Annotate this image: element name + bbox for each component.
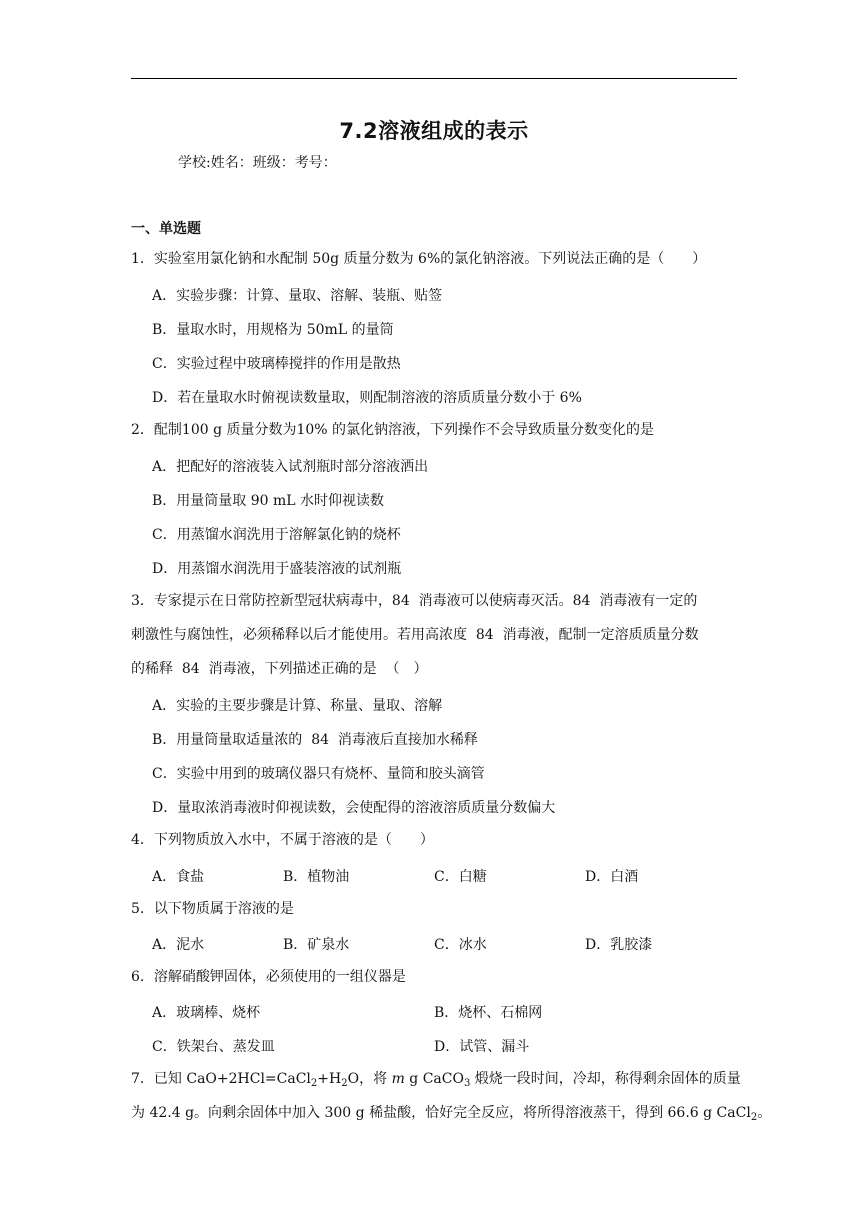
section-heading: 一、单选题	[131, 221, 201, 237]
q1-option-d: D．若在量取水时俯视读数量取，则配制溶液的溶质质量分数小于 6%	[152, 390, 582, 406]
q7-text-1: 7．已知 CaO+2HCl=CaCl	[131, 1071, 311, 1087]
q6-option-c: C．铁架台、蒸发皿	[152, 1039, 275, 1055]
q1-option-c: C．实验过程中玻璃棒搅拌的作用是散热	[152, 356, 401, 372]
q5-option-b: B．矿泉水	[283, 937, 350, 953]
q7-text-6: 为 42.4 g。向剩余固体中加入 300 g 稀盐酸，恰好完全反应，将所得溶液蒸干，得到 66.6 g CaCl	[131, 1105, 751, 1121]
q1-stem: 1．实验室用氯化钠和水配制 50g 质量分数为 6%的氯化钠溶液。下列说法正确的是（ ）	[131, 251, 707, 267]
q4-option-d: D．白酒	[585, 869, 639, 885]
q6-stem: 6．溶解硝酸钾固体，必须使用的一组仪器是	[131, 969, 406, 985]
q4-stem: 4．下列物质放入水中，不属于溶液的是（ ）	[131, 832, 434, 848]
exam-no-label: 考号：	[294, 155, 337, 171]
q3-option-c: C．实验中用到的玻璃仪器只有烧杯、量筒和胶头滴管	[152, 766, 485, 782]
q7-sub-3: 3	[463, 1078, 471, 1089]
q7-text-2: +H	[317, 1071, 342, 1087]
q6-option-d: D．试管、漏斗	[434, 1039, 530, 1055]
q3-option-a: A．实验的主要步骤是计算、称量、量取、溶解	[152, 698, 443, 714]
q3-option-b: B．用量筒量取适量浓的 84 消毒液后直接加水稀释	[152, 732, 478, 748]
q5-option-a: A．泥水	[152, 937, 205, 953]
q7-stem-line2	[131, 1096, 771, 1130]
q7-sub-4: 2	[750, 1112, 758, 1123]
q7-text-4: g CaCO	[404, 1071, 464, 1087]
q2-stem: 2．配制100 g 质量分数为10% 的氯化钠溶液，下列操作不会导致质量分数变化的是	[131, 422, 655, 438]
q5-option-d: D．乳胶漆	[585, 937, 653, 953]
q1-option-a: A．实验步骤：计算、量取、溶解、装瓶、贴签	[152, 288, 443, 304]
name-label: 姓名：	[210, 155, 253, 171]
q7-text-3: O，将	[347, 1071, 392, 1087]
header-rule	[131, 78, 737, 79]
q3-stem-line1: 3．专家提示在日常防控新型冠状病毒中，84 消毒液可以使病毒灭活。84 消毒液有一定的	[131, 593, 698, 609]
q4-option-c: C．白糖	[434, 869, 487, 885]
q1-option-b: B．量取水时，用规格为 50mL 的量筒	[152, 322, 394, 338]
q3-stem-line2: 刺激性与腐蚀性，必须稀释以后才能使用。若用高浓度 84 消毒液，配制一定溶质质量分数	[131, 627, 699, 643]
q4-option-b: B．植物油	[283, 869, 350, 885]
q5-stem: 5．以下物质属于溶液的是	[131, 901, 294, 917]
doc-title: 7.2溶液组成的表示	[339, 119, 529, 143]
q7-text-5: 煅烧一段时间，冷却，称得剩余固体的质量	[470, 1071, 741, 1087]
q7-sub-2: 2	[341, 1078, 348, 1089]
q5-option-c: C．冰水	[434, 937, 487, 953]
q2-option-c: C．用蒸馏水润洗用于溶解氯化钠的烧杯	[152, 527, 401, 543]
q7-text-7: 。	[757, 1105, 772, 1121]
school-label: 学校:	[178, 155, 211, 171]
q6-option-b: B．烧杯、石棉网	[434, 1005, 543, 1021]
q3-stem-line3: 的稀释 84 消毒液，下列描述正确的是 （ ）	[131, 661, 428, 677]
class-label: 班级：	[252, 155, 295, 171]
q7-sub-1: 2	[310, 1078, 318, 1089]
q4-option-a: A．食盐	[152, 869, 205, 885]
q2-option-b: B．用量筒量取 90 mL 水时仰视读数	[152, 493, 385, 509]
q6-option-a: A．玻璃棒、烧杯	[152, 1005, 261, 1021]
q7-stem-line1	[131, 1062, 741, 1096]
q2-option-d: D．用蒸馏水润洗用于盛装溶液的试剂瓶	[152, 561, 402, 577]
q2-option-a: A．把配好的溶液装入试剂瓶时部分溶液洒出	[152, 459, 429, 475]
q7-variable-m: m	[391, 1071, 405, 1087]
q3-option-d: D．量取浓消毒液时仰视读数，会使配得的溶液溶质质量分数偏大	[152, 800, 556, 816]
student-info-line	[178, 152, 337, 172]
